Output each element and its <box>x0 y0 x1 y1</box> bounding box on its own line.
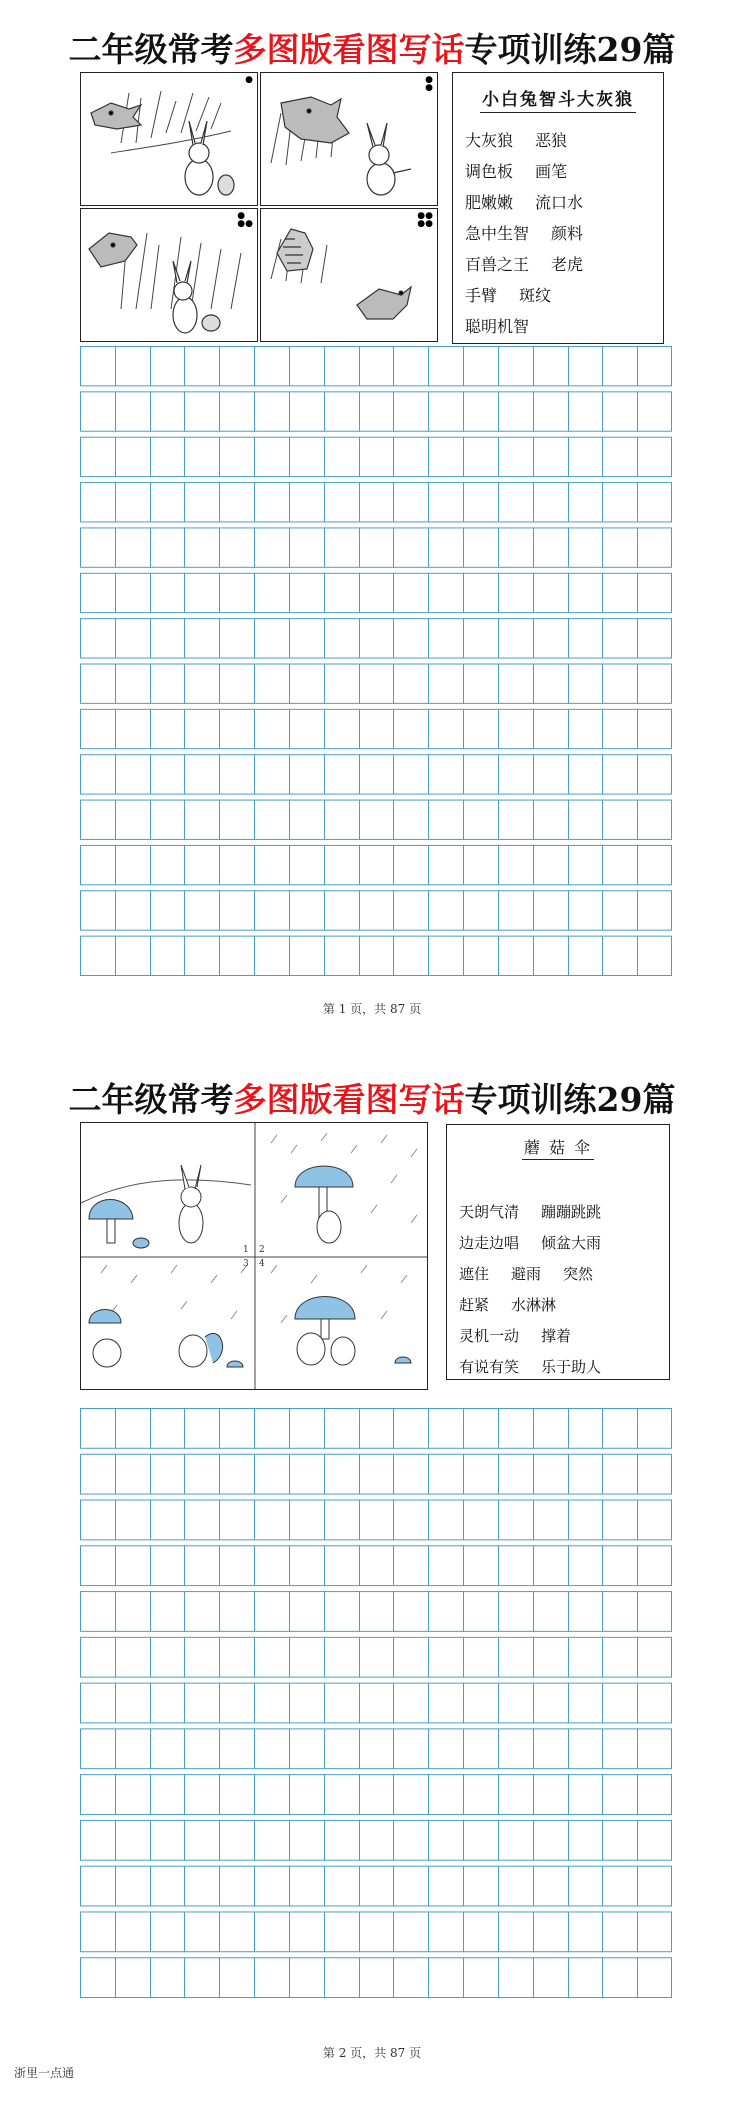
grid-row <box>81 754 672 794</box>
vocab-row: 调色板 画笔 <box>465 162 568 181</box>
writing-grid-1[interactable] <box>80 346 672 976</box>
vocab-box-1 <box>452 72 664 344</box>
grid-row <box>81 1820 672 1861</box>
story-panel-4: ●● ●● <box>260 208 438 342</box>
grid-row <box>81 1774 672 1815</box>
panel-number-1: 1 <box>243 1245 249 1255</box>
page-2 <box>0 1050 744 2104</box>
vocab-row: 大灰狼 恶狼 <box>465 131 568 150</box>
vocab-row: 手臂 斑纹 <box>465 286 552 305</box>
panel-number-2: 2 <box>259 1245 265 1255</box>
vocab-row: 肥嫩嫩 流口水 <box>465 193 584 212</box>
vocab-row: 急中生智 颜料 <box>465 224 584 243</box>
grid-row <box>81 573 672 613</box>
page-2-title: 二年级常考多图版看图写话专项训练29篇 <box>68 1080 676 1119</box>
vocab-box-2 <box>446 1124 670 1380</box>
grid-row <box>81 391 672 431</box>
grid-row <box>81 482 672 522</box>
vocab-row: 有说有笑 乐于助人 <box>459 1358 602 1376</box>
vocab-list-2 <box>459 1197 601 1383</box>
vocab-row: 天朗气清 蹦蹦跳跳 <box>459 1203 602 1221</box>
grid-row <box>81 1591 672 1632</box>
vocab-row: 灵机一动 撑着 <box>459 1327 572 1345</box>
vocab-list-1 <box>465 125 583 342</box>
grid-row <box>81 346 672 386</box>
page-1-footer: 第 1 页，共 87 页 <box>322 1002 422 1016</box>
grid-row <box>81 1545 672 1586</box>
vocab-row: 聪明机智 <box>465 317 530 336</box>
vocab-row: 边走边唱 倾盆大雨 <box>459 1234 602 1252</box>
vocab-title-2: 蘑 菇 伞 <box>447 1135 669 1158</box>
grid-row <box>81 1866 672 1907</box>
grid-row <box>81 664 672 704</box>
grid-row <box>81 1637 672 1678</box>
page-2-footer: 第 2 页，共 87 页 <box>322 2046 422 2060</box>
vocab-row: 赶紧 水淋淋 <box>459 1296 557 1314</box>
vocab-row: 遮住 避雨 突然 <box>459 1265 594 1283</box>
grid-row <box>81 800 672 840</box>
grid-row <box>81 618 672 658</box>
grid-row <box>81 936 672 976</box>
grid-row <box>81 1683 672 1724</box>
grid-row <box>81 527 672 567</box>
grid-row <box>81 1728 672 1769</box>
grid-row <box>81 1957 672 1998</box>
watermark: 浙里一点通 <box>14 2066 75 2080</box>
vocab-row: 百兽之王 老虎 <box>465 255 584 274</box>
grid-row <box>81 1500 672 1541</box>
story-panel-1: ● <box>80 72 258 206</box>
page-1-title: 二年级常考多图版看图写话专项训练29篇 <box>68 30 676 69</box>
grid-row <box>81 890 672 930</box>
story-panel-3: ● ●● <box>80 208 258 342</box>
grid-row <box>81 1454 672 1495</box>
page-1 <box>0 0 744 1050</box>
story-panel-2: ● ● <box>260 72 438 206</box>
writing-grid-2[interactable] <box>80 1408 672 1998</box>
grid-row <box>81 1911 672 1952</box>
panel-number-4: 4 <box>259 1259 265 1269</box>
story-illustration-2 <box>80 1122 428 1390</box>
grid-row <box>81 845 672 885</box>
grid-row <box>81 709 672 749</box>
vocab-title-1: 小白兔智斗大灰狼 <box>453 85 663 110</box>
grid-row <box>81 437 672 477</box>
panel-number-3: 3 <box>243 1259 249 1269</box>
grid-row <box>81 1408 672 1449</box>
